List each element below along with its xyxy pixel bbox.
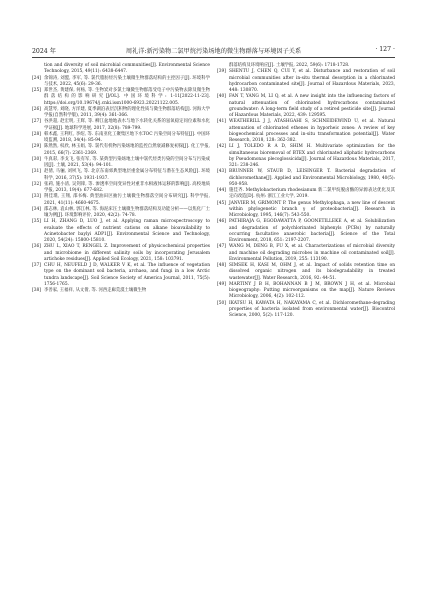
reference-item bbox=[217, 144, 395, 169]
reference-number: [40] bbox=[217, 94, 226, 100]
reference-item bbox=[217, 201, 395, 220]
reference-number: [34] bbox=[32, 206, 41, 212]
reference-number: [35] bbox=[32, 219, 41, 225]
reference-number: [49] bbox=[217, 281, 226, 287]
reference-item bbox=[217, 263, 395, 282]
reference-item bbox=[32, 63, 210, 76]
reference-number: [47] bbox=[217, 244, 226, 250]
reference-number: [31] bbox=[32, 169, 41, 175]
reference-item bbox=[217, 282, 395, 301]
reference-item bbox=[217, 169, 395, 188]
reference-item bbox=[217, 188, 395, 201]
reference-item bbox=[217, 94, 395, 119]
reference-item bbox=[32, 207, 210, 220]
reference-item bbox=[217, 119, 395, 144]
reference-item bbox=[217, 69, 395, 94]
reference-text: 邵志林, 袁山林, 郭江林, 等. 海泥床汪土壤微生物群落结构及功能分析——以焦化厂土壤为例[J]. 环境影响评价, 2020, 42(2): 74-78. bbox=[44, 206, 210, 218]
reference-text: LI J, TOLEDO R A D, SHIM H. Multivariate optimization for the simultaneous bioremoval of BTEX and chlorinated aliphatic hydrocarbons by Pseudomonas plecoglossicida[J]. Journal of Hazardous Materials, 2017, 321: 238-246. bbox=[229, 144, 395, 168]
reference-item bbox=[217, 219, 395, 244]
header-rule bbox=[32, 57, 395, 58]
reference-text: JANVIER M, GRIMONT P. The genus Methylophaga, a new line of descent within phylogenetic branch γ of proteobacteria[J]. Research in Microbiology, 1995, 146(7): 543-550. bbox=[229, 200, 395, 218]
reference-text: IKATSU H, KAWATA H, NAKAYAMA C, et al. Dichloromethane-degrading properties of bacteria isolated from environmental water[J]. Biocontrol Science, 2000, 5(2): 117-120. bbox=[229, 300, 395, 318]
reference-text: 韩术鑫, 王利红, 李绍, 等. 东南亚化工聚集区地下水TOC 污染空间分布特征[J]. 中国环境监测, 2018, 34(4): 85-94. bbox=[44, 131, 210, 143]
reference-text: 施佳齐. Methylobacterium rhodesianum 新二氯甲烷脱卤酶的异源表达优化及其定向改造[D]. 杭州: 浙江工业大学, 2019. bbox=[229, 188, 395, 200]
reference-number: [43] bbox=[217, 169, 226, 175]
reference-text: SIMSEK H, KASI M, OHM J, et al. Impact of solids retention time on dissolved organic nitrogen and its biodegradability in treated wastewater[J]. Water Research, 2016, 92: 44-51. bbox=[229, 263, 395, 281]
reference-number: [38] bbox=[32, 288, 41, 293]
reference-number: [29] bbox=[32, 144, 41, 150]
references-right-column bbox=[217, 63, 395, 319]
reference-text: SHENTU J, CHEN Q, CUI Y, et al. Disturbance and restoration of soil microbial communities after in-situ thermal desorption in a chlorinated hydrocarbon contaminated site[J]. Journal of Hazardous Materials, 2023, 448: 130870. bbox=[229, 69, 395, 93]
reference-text: BRUNNER W, STAUB D, LEISINGER T. Bacterial degradation of dichloromethane[J]. Applied and Environmental Microbiology, 1980, 40(5): 950-958. bbox=[229, 169, 395, 187]
reference-number: [33] bbox=[32, 194, 41, 200]
reference-text: 赵倩, 马骊, 刘夙飞, 等. 北京东南郊典型地层重金属分布特征与潜在生态风险[J]. 环境科学, 2016, 37(5): 1931-1937. bbox=[44, 169, 210, 181]
reference-text: WANG M, DENG B, FU X, et al. Characterizations of microbial diversity and machine oil degrading microbes in machine oil contaminated soil[J]. Environmental Pollution, 2019, 255: 113190. bbox=[229, 244, 395, 262]
reference-text: WEATHERILL J J, ATASHGAHI S, SCHNEIDEWIND U, et al. Natural attenuation of chlorinated ethenes in hyporheic zones: A review of key biogeochemical processes and in-situ transformation potential[J]. Water Research, 2018, 128: 362-382. bbox=[229, 119, 395, 143]
page-number: · 127 · bbox=[375, 46, 395, 53]
reference-text: CHU H, NEUFELD J D, WALKER V K, et al. The influence of vegetation type on the dominant soil bacteria, archaea, and fungi in a low Arctic tundra landscape[J]. Soil Science Society of America Journal, 2011, 75(5): 1756-1765. bbox=[44, 263, 210, 287]
reference-item bbox=[32, 88, 210, 107]
reference-text: tion and diversity of soil microbial communities[J]. Environmental Science Technology, 2015, 49(11): 6438-6447. bbox=[44, 63, 210, 75]
reference-text: 牛真彩, 李戈飞, 张有军, 等. 某典型污染场地土壤中氯代烃类污染的空间分布与污染成因[J]. 土壤, 2021, 53(4): 94-101. bbox=[44, 156, 210, 168]
reference-number: [42] bbox=[217, 144, 226, 150]
header-title: 周礼洋:新污染物二氯甲烷污染场地的微生物群落与环境因子关系 bbox=[125, 48, 302, 55]
reference-text: 陈然然, 权欣, 林玉娟, 等. 氯代有机物污染场地的监控自然衰减修复初探[J]. 化工学报, 2015, 66(7): 2361-2369. bbox=[44, 144, 210, 156]
reference-item bbox=[32, 132, 210, 145]
reference-text: 余锦涛, 刘盟, 李军, 等. 氯代脂肪烃污染土壤微生物群落结构的主控因子[J]. 环境科学与技术, 2022, 45(6): 29-36. bbox=[44, 75, 210, 87]
reference-number: [26] bbox=[32, 106, 41, 112]
reference-text: PATHIRAJA G, EGODAWATTA P, GOONETILLEKE A, et al. Solubilization and degradation of polychlorinated biphenyls (PCBs) by naturally occurring facultative anaerobic bacteria[J]. Science of the Total Environment, 2018, 651: 2197-2207. bbox=[229, 219, 395, 243]
reference-number: [46] bbox=[217, 219, 226, 225]
reference-number: [41] bbox=[217, 119, 226, 125]
reference-text: 群落结构及环境响应[J]. 土壤学报, 2022, 59(6): 1718-1728. bbox=[229, 63, 350, 68]
reference-text: ZHU L, XIAO T, RENGEL Z. Improvement of physicochemical properties and microbiome in different salinity soils by incorporating Jerusalem artichoke residues[J]. Applied Soil Ecology, 2021, 158: 103791. bbox=[44, 244, 210, 262]
reference-item bbox=[32, 288, 210, 294]
reference-item bbox=[32, 144, 210, 157]
reference-item bbox=[32, 194, 210, 207]
reference-text: 郑世杰, 黄建保, 何杨, 等. 生物炭对多氯土壤微生物群落受电子中污染物去除及微生物群落结构的影响研究[J/OL]. 中国环境科学: 1-11[2022-11-23]. https://doi.org/10.19674/j.cnki.issn1000-6923.20221122.005. bbox=[44, 88, 210, 106]
reference-text: 张莉, 施小清, 吴剑锋, 等. 渗透率空间变异性对重非水相液体运移的影响[J]. 高校地质学报, 2013, 19(4): 677-682. bbox=[44, 181, 210, 193]
reference-number: [28] bbox=[32, 131, 41, 137]
references-left-column bbox=[32, 63, 210, 294]
reference-number: [45] bbox=[217, 200, 226, 206]
reference-item bbox=[32, 182, 210, 195]
reference-item bbox=[32, 169, 210, 182]
reference-text: 高慧琴, 刘晓, 方洋建, 夏季湖泊表层沉积物的理化性质与微生物群落结构[J]. 河海大学学报(自然科学版), 2011, 39(4): 361-366. bbox=[44, 106, 210, 118]
reference-item bbox=[32, 119, 210, 132]
reference-item bbox=[217, 244, 395, 263]
reference-item bbox=[32, 244, 210, 263]
header-year: 2024 年 bbox=[32, 48, 56, 55]
reference-number: [44] bbox=[217, 188, 226, 193]
reference-number: [24] bbox=[32, 75, 41, 81]
reference-item bbox=[32, 263, 210, 288]
reference-item bbox=[217, 301, 395, 320]
reference-text: LI H, ZHANG D, LUO J, et al. Applying raman microspectroscopy to evaluate the effects of nutrient cations on alkane bioavailability to Acinetobacter baylyi ADP1[J]. Environmental Science and Technology, 2020, 54(24): 15800-15810. bbox=[44, 219, 210, 243]
reference-number: [48] bbox=[217, 263, 226, 268]
reference-item bbox=[32, 219, 210, 244]
reference-number: [36] bbox=[32, 244, 41, 250]
reference-number: [39] bbox=[217, 69, 226, 75]
reference-number: [27] bbox=[32, 119, 41, 125]
reference-text: FAN T, YANG M, LI Q, et al. A new insight into the influencing factors of natural attenuation of chlorinated hydrocarbons contaminated groundwater: A long-term field study of a retired pesticide site[J]. Journal of Hazardous Materials, 2022, 439: 129595. bbox=[229, 94, 395, 118]
reference-text: 李善家, 王福祥, 从文倩, 等. 河西走廊荒漠土壤微生物 bbox=[44, 288, 147, 293]
reference-text: 荆佳璞, 王翔, 邵书梅. 典型油田区抽污土壤微生物群落空间分布研究[J]. 科学学报, 2021, 41(11): 4660-4675. bbox=[44, 194, 210, 206]
reference-text: MARTINY J B H, BOHANNAN B J M, BROWN J H, et al. Microbial biogeography: Putting microorganisms on the map[J]. Nature Reviews Microbiology, 2006, 4(2): 102-112. bbox=[229, 281, 395, 300]
reference-item bbox=[32, 157, 210, 170]
reference-item bbox=[32, 76, 210, 89]
reference-item bbox=[32, 107, 210, 120]
reference-number: [30] bbox=[32, 156, 41, 162]
reference-text: 谷洪超, 赵宏明, 王辉, 等. 柳江盆地地表水与地下水转化关系的氢氧稳定同位素和水化学证据[J]. 地球科学进展, 2017, 32(8): 789-799. bbox=[44, 119, 210, 131]
reference-number: [50] bbox=[217, 300, 226, 306]
reference-number: [37] bbox=[32, 263, 41, 268]
reference-number: [32] bbox=[32, 181, 41, 187]
reference-number: [25] bbox=[32, 88, 41, 93]
